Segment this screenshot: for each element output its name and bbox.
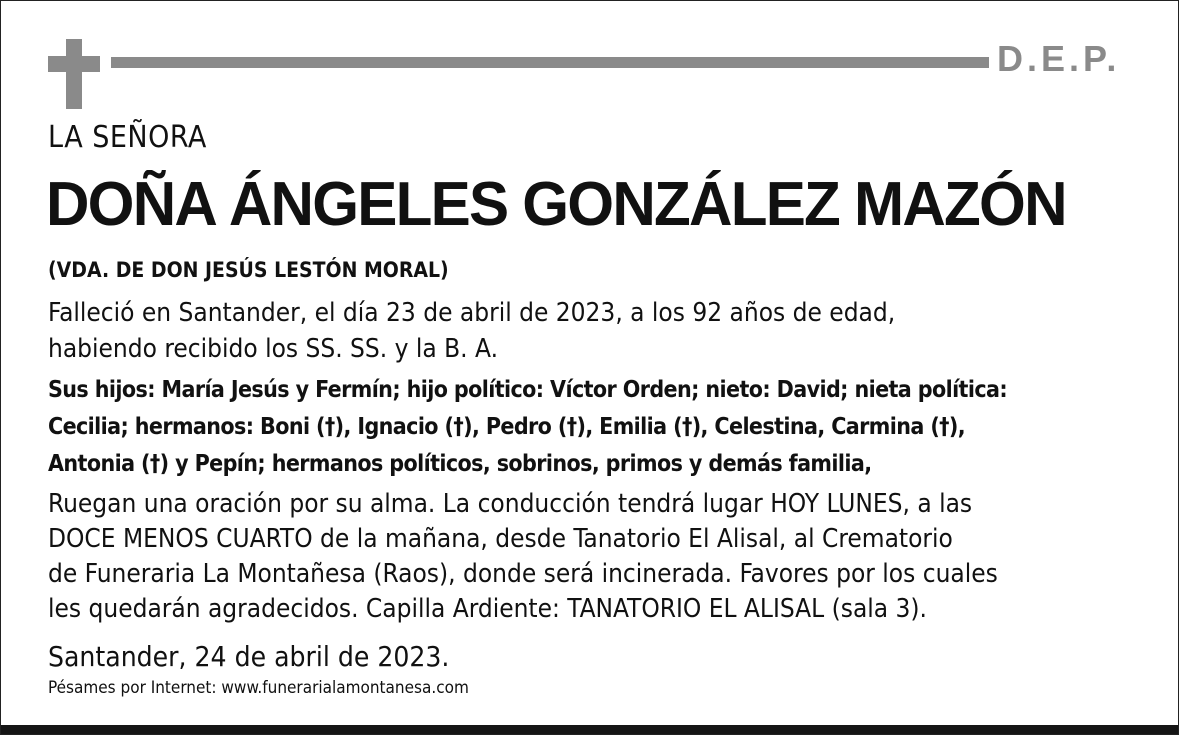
widow-of: (VDA. DE DON JESÚS LESTÓN MORAL)	[48, 258, 449, 282]
cross-icon	[48, 39, 100, 109]
condolences-website: Pésames por Internet: www.funerarialamontanesa.com	[48, 678, 469, 698]
prayer-line: DOCE MENOS CUARTO de la mañana, desde Tanatorio El Alisal, al Crematorio	[48, 524, 953, 554]
family-list	[48, 372, 1007, 483]
prayer-line: de Funeraria La Montañesa (Raos), donde será incinerada. Favores por los cuales	[48, 559, 998, 589]
prayer-line: Ruegan una oración por su alma. La conducción tendrá lugar HOY LUNES, a las	[48, 489, 973, 519]
family-line: Sus hijos: María Jesús y Fermín; hijo político: Víctor Orden; nieto: David; nieta política:	[48, 377, 1008, 403]
prayer-line: les quedarán agradecidos. Capilla Ardiente: TANATORIO EL ALISAL (sala 3).	[48, 594, 927, 624]
death-line: Falleció en Santander, el día 23 de abril de 2023, a los 92 años de edad,	[48, 298, 896, 328]
header-rule	[111, 57, 989, 68]
family-line: Antonia (†) y Pepín; hermanos políticos, sobrinos, primos y demás familia,	[48, 451, 872, 477]
place-date: Santander, 24 de abril de 2023.	[48, 640, 450, 673]
family-line: Cecilia; hermanos: Boni (†), Ignacio (†), Pedro (†), Emilia (†), Celestina, Carmina (†),	[48, 414, 966, 440]
death-line: habiendo recibido los SS. SS. y la B. A.	[48, 334, 498, 364]
bottom-rule	[1, 725, 1178, 734]
honorific: LA SEÑORA	[48, 120, 207, 155]
death-notice	[48, 295, 895, 367]
dep-label: D.E.P.	[997, 38, 1121, 79]
deceased-name: DOÑA ÁNGELES GONZÁLEZ MAZÓN	[46, 170, 1066, 239]
prayer-notice	[48, 487, 998, 627]
